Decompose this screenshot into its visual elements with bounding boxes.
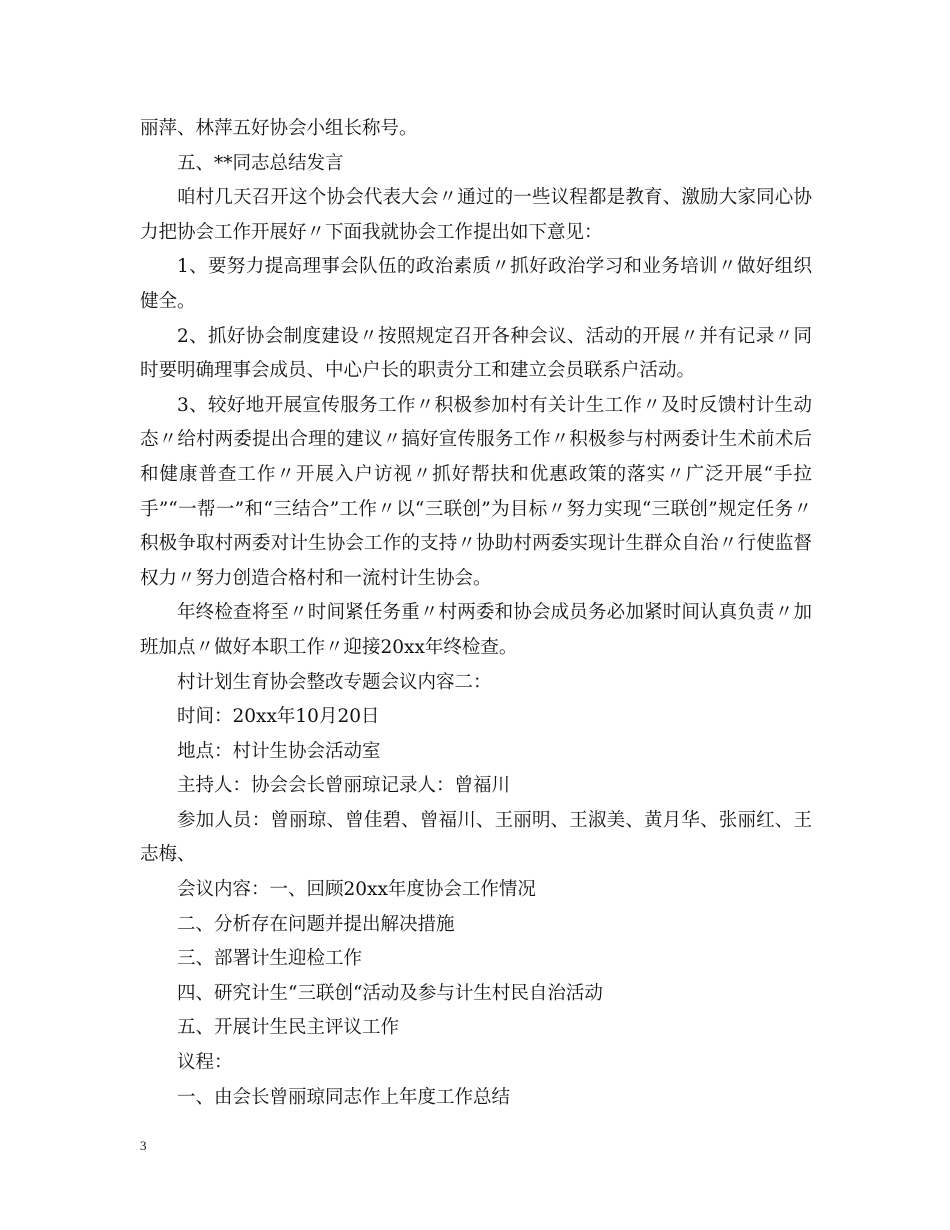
paragraph-year-end-check: 年终检查将至〃时间紧任务重〃村两委和协会成员务必加紧时间认真负责〃加班加点〃做好本职工作〃迎接20xx年终检查。 [140, 602, 812, 658]
paragraph-meeting-content: 会议内容：一、回顾20xx年度协会工作情况 [177, 879, 536, 901]
paragraph-meeting-host: 主持人：协会会长曾丽琼记录人：曾福川 [177, 775, 511, 797]
paragraph-content-item-2: 二、分析存在问题并提出解决措施 [177, 913, 455, 935]
paragraph-opening-remarks: 咱村几天召开这个协会代表大会〃通过的一些议程都是教育、激励大家同心协力把协会工作开展好〃下面我就协会工作提出如下意见： [140, 187, 812, 243]
paragraph-meeting-two-heading: 村计划生育协会整改专题会议内容二： [177, 671, 492, 693]
paragraph-content-item-5: 五、开展计生民主评议工作 [177, 1017, 400, 1039]
paragraph-agenda-heading: 议程： [177, 1052, 233, 1074]
paragraph-section-five-heading: 五、**同志总结发言 [177, 152, 344, 174]
paragraph-opinion-3: 3、较好地开展宣传服务工作〃积极参加村有关计生工作〃及时反馈村计生动态〃给村两委提出合理的建议〃搞好宣传服务工作〃积极参与村两委计生术前术后和健康普查工作〃开展入户访视〃抓好帮扶和优惠政策的落实〃广泛开展“手拉手”“一帮一”和“三结合”工作〃以“三联创”为目标〃努力实现“三联创”规定任务〃积极争取村两委对计生协会工作的支持〃协助村两委实现计生群众自治〃行使监督权力〃努力创造合格村和一流村计生协会。 [140, 394, 812, 589]
paragraph-meeting-time: 时间：20xx年10月20日 [177, 706, 380, 728]
paragraph-award-title: 丽萍、林萍五好协会小组长称号。 [140, 118, 418, 139]
paragraph-content-item-3: 三、部署计生迎检工作 [177, 948, 363, 970]
paragraph-content-item-4: 四、研究计生“三联创“活动及参与计生村民自治活动 [177, 982, 603, 1004]
paragraph-agenda-item-1: 一、由会长曾丽琼同志作上年度工作总结 [177, 1086, 511, 1108]
paragraph-meeting-location: 地点：村计生协会活动室 [177, 740, 381, 762]
paragraph-opinion-2: 2、抓好协会制度建设〃按照规定召开各种会议、活动的开展〃并有记录〃同时要明确理事会成员、中心户长的职责分工和建立会员联系户活动。 [140, 325, 812, 382]
paragraph-meeting-participants: 参加人员：曾丽琼、曾佳碧、曾福川、王丽明、王淑美、黄月华、张丽红、王志梅、 [140, 809, 812, 866]
page-number: 3 [140, 1138, 147, 1153]
document-body [140, 112, 812, 1115]
paragraph-opinion-1: 1、要努力提高理事会队伍的政治素质〃抓好政治学习和业务培训〃做好组织健全。 [140, 256, 812, 312]
